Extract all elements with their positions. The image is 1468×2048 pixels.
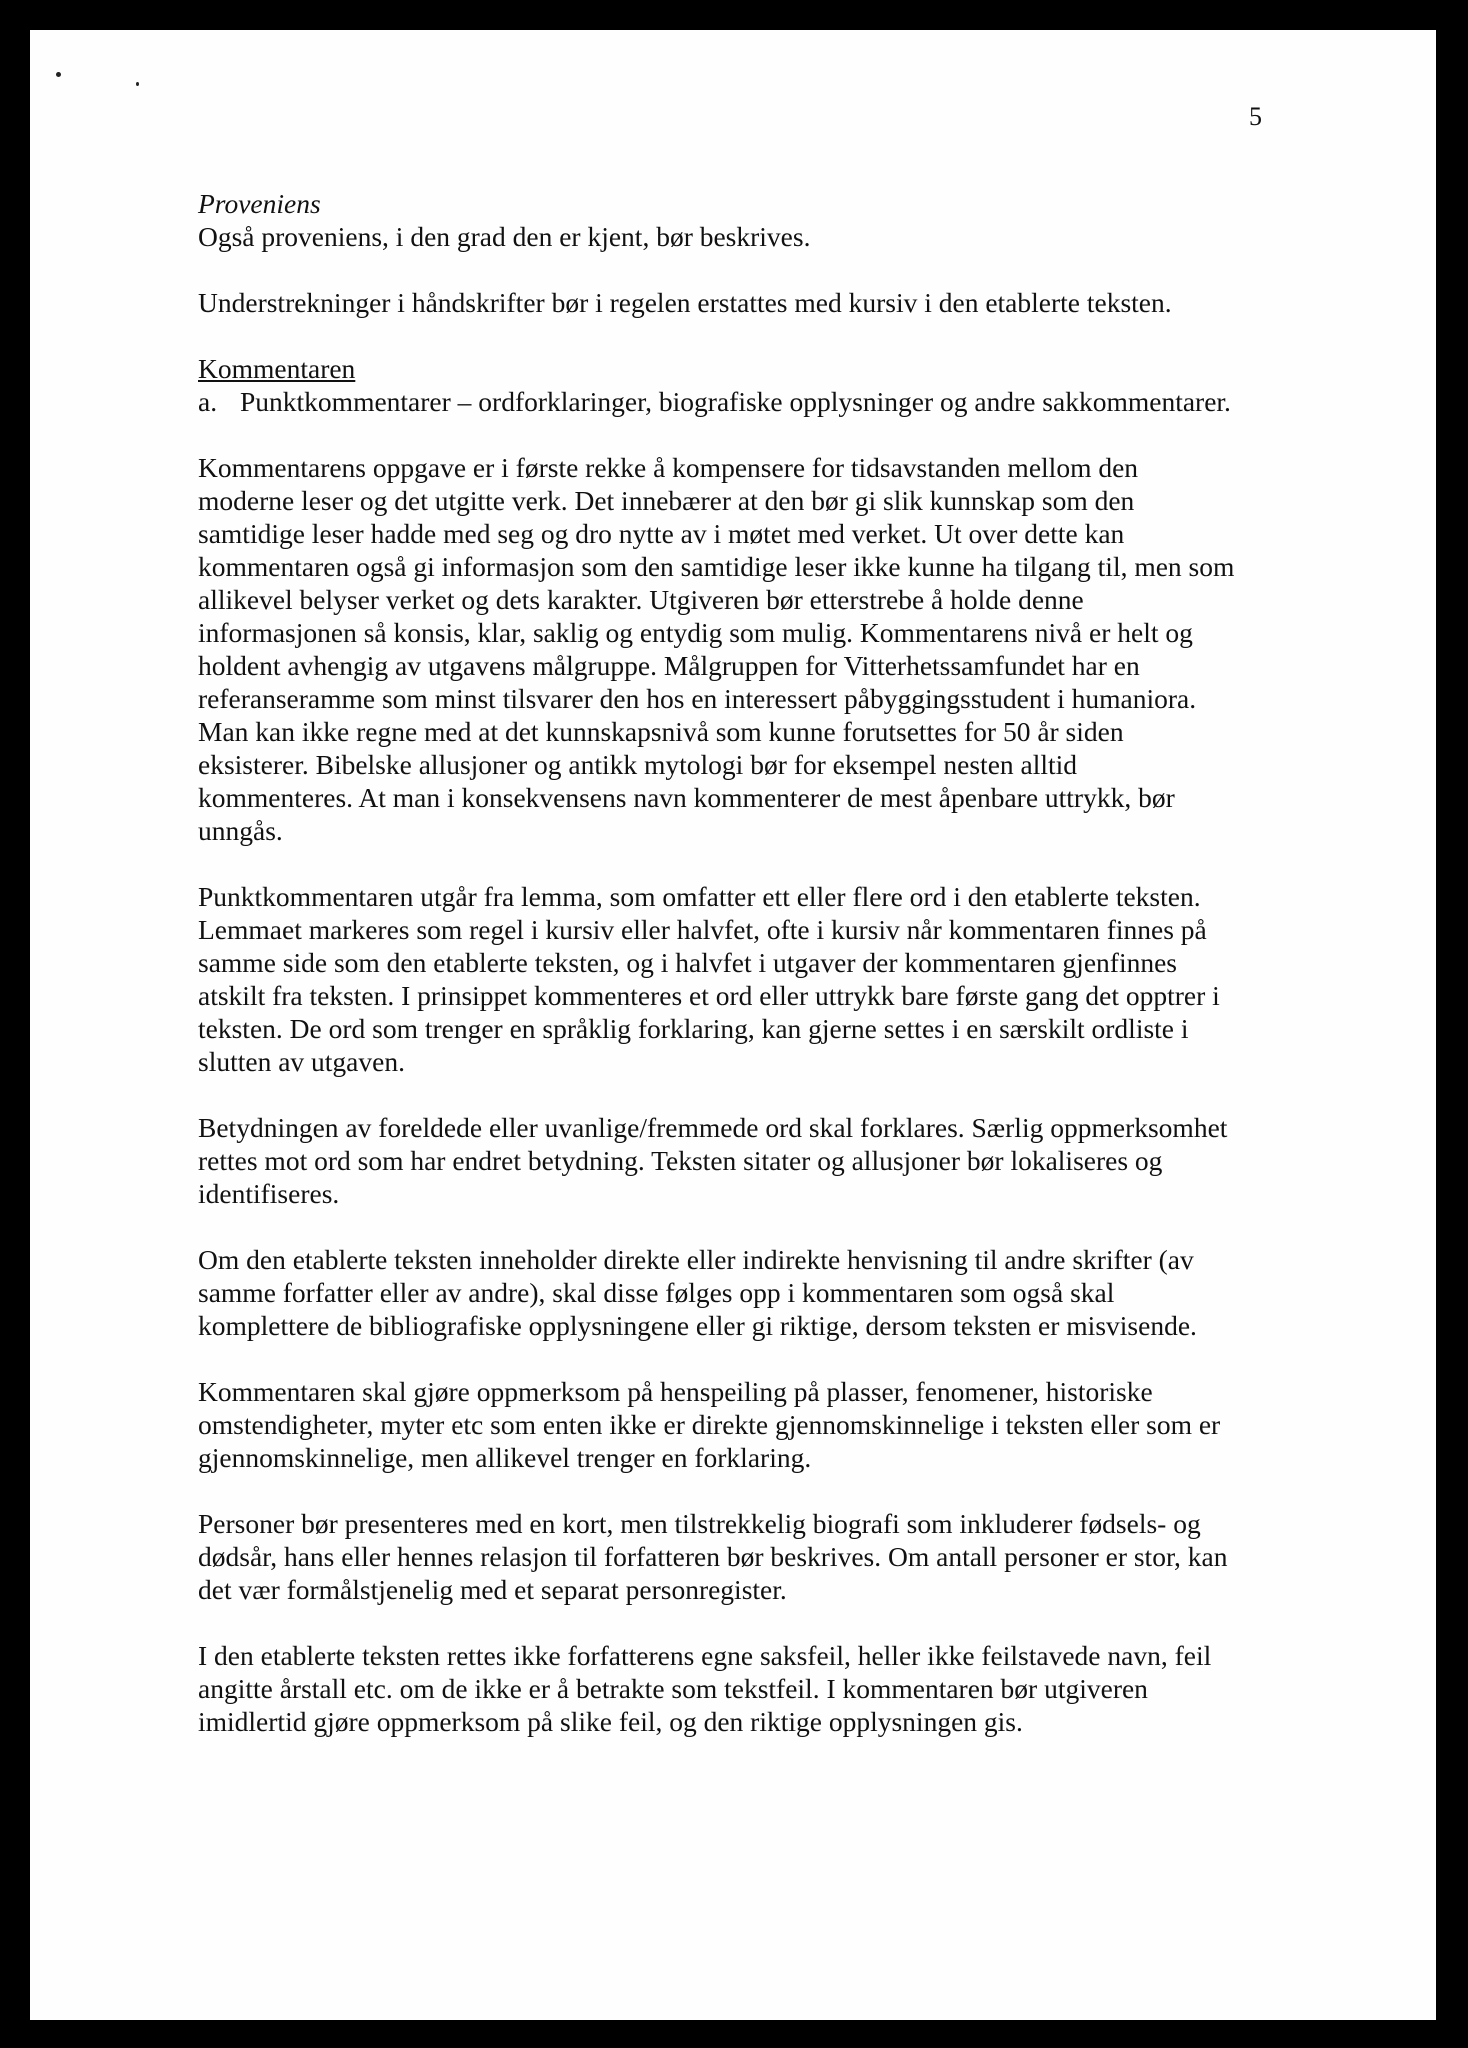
text-line: Lemmaet markeres som regel i kursiv eller halvfet, ofte i kursiv når kommentaren finnes på: [198, 914, 1207, 945]
paragraph: [198, 451, 1303, 847]
paragraph: [198, 880, 1303, 1078]
text-line: angitte årstall etc. om de ikke er å betrakte som tekstfeil. I kommentaren bør utgiveren: [198, 1673, 1148, 1704]
list-item-text: Punktkommentarer – ordforklaringer, biografiske opplysninger og andre sakkommentarer.: [240, 386, 1231, 417]
text-line: det vær formålstjenelig med et separat personregister.: [198, 1574, 787, 1605]
section-kommentaren: [198, 352, 1303, 418]
text-line: I den etablerte teksten rettes ikke forfatterens egne saksfeil, heller ikke feilstavede navn, feil: [198, 1640, 1212, 1671]
text-line: Kommentaren skal gjøre oppmerksom på henspeiling på plasser, fenomener, historiske: [198, 1376, 1153, 1407]
paragraph: [198, 1243, 1303, 1342]
text-line: eksisterer. Bibelske allusjoner og antikk mytologi bør for eksempel nesten alltid: [198, 749, 1078, 780]
text-line: samme side som den etablerte teksten, og i halvfet i utgaver der kommentaren gjenfinnes: [198, 947, 1177, 978]
paragraph: [198, 1375, 1303, 1474]
text-line: Kommentarens oppgave er i første rekke å kompensere for tidsavstanden mellom den: [198, 452, 1139, 483]
text-line: Om den etablerte teksten inneholder direkte eller indirekte henvisning til andre skrifter (av: [198, 1244, 1194, 1275]
text-line: slutten av utgaven.: [198, 1046, 405, 1077]
text-line: teksten. De ord som trenger en språklig forklaring, kan gjerne settes i en særskilt ordliste i: [198, 1013, 1189, 1044]
text-line: rettes mot ord som har endret betydning. Teksten sitater og allusjoner bør lokaliseres og: [198, 1145, 1163, 1176]
text-line: omstendigheter, myter etc som enten ikke er direkte gjennomskinnelige i teksten eller som er: [198, 1409, 1221, 1440]
text-line: unngås.: [198, 815, 283, 846]
text-line: samtidige leser hadde med seg og dro nytte av i møtet med verket. Ut over dette kan: [198, 518, 1125, 549]
paragraph: [198, 1639, 1303, 1738]
text-line: dødsår, hans eller hennes relasjon til forfatteren bør beskrives. Om antall personer er stor, kan: [198, 1541, 1228, 1572]
text-line: holdent avhengig av utgavens målgruppe. Målgruppen for Vitterhetssamfundet har en: [198, 650, 1140, 681]
text-line: kommentaren også gi informasjon som den samtidige leser ikke kunne ha tilgang til, men som: [198, 551, 1235, 582]
paragraph: [198, 1507, 1303, 1606]
list-item: [198, 385, 1303, 418]
text-line: Punktkommentaren utgår fra lemma, som omfatter ett eller flere ord i den etablerte teksten.: [198, 881, 1201, 912]
text-line: informasjonen så konsis, klar, saklig og entydig som mulig. Kommentarens nivå er helt og: [198, 617, 1193, 648]
text-line: gjennomskinnelige, men allikevel trenger en forklaring.: [198, 1442, 812, 1473]
scan-speck: [136, 82, 139, 86]
text-line: referanseramme som minst tilsvarer den hos en interessert påbyggingsstudent i humaniora.: [198, 683, 1197, 714]
text-line: imidlertid gjøre oppmerksom på slike feil, og den riktige opplysningen gis.: [198, 1706, 1023, 1737]
text-line: atskilt fra teksten. I prinsippet kommenteres et ord eller uttrykk bare første gang det opptrer i: [198, 980, 1220, 1011]
text-line: samme forfatter eller av andre), skal disse følges opp i kommentaren som også skal: [198, 1277, 1115, 1308]
section-understrekninger: [198, 286, 1303, 319]
text-line: moderne leser og det utgitte verk. Det innebærer at den bør gi slik kunnskap som den: [198, 485, 1135, 516]
document-body: [198, 187, 1303, 1738]
section-proveniens: [198, 187, 1303, 253]
text-line: allikevel belyser verket og dets karakter. Utgiveren bør etterstrebe å holde denne: [198, 584, 1084, 615]
text-line: Også proveniens, i den grad den er kjent, bør beskrives.: [198, 221, 811, 252]
text-line: identifiseres.: [198, 1178, 340, 1209]
page-number: 5: [1249, 102, 1262, 131]
text-line: Personer bør presenteres med en kort, men tilstrekkelig biografi som inkluderer fødsels- og: [198, 1508, 1201, 1539]
text-line: Understrekninger i håndskrifter bør i regelen erstattes med kursiv i den etablerte teksten.: [198, 287, 1172, 318]
kommentaren-heading: Kommentaren: [198, 353, 356, 384]
document-page: [30, 30, 1436, 2020]
text-line: Man kan ikke regne med at det kunnskapsnivå som kunne forutsettes for 50 år siden: [198, 716, 1124, 747]
scan-speck: [56, 72, 61, 77]
text-line: kommenteres. At man i konsekvensens navn kommenterer de mest åpenbare uttrykk, bør: [198, 782, 1175, 813]
paragraph: [198, 1111, 1303, 1210]
list-marker: a.: [198, 386, 218, 417]
proveniens-heading: Proveniens: [198, 188, 321, 219]
text-line: komplettere de bibliografiske opplysningene eller gi riktige, dersom teksten er misvisende.: [198, 1310, 1197, 1341]
text-line: Betydningen av foreldede eller uvanlige/fremmede ord skal forklares. Særlig oppmerksomhet: [198, 1112, 1228, 1143]
